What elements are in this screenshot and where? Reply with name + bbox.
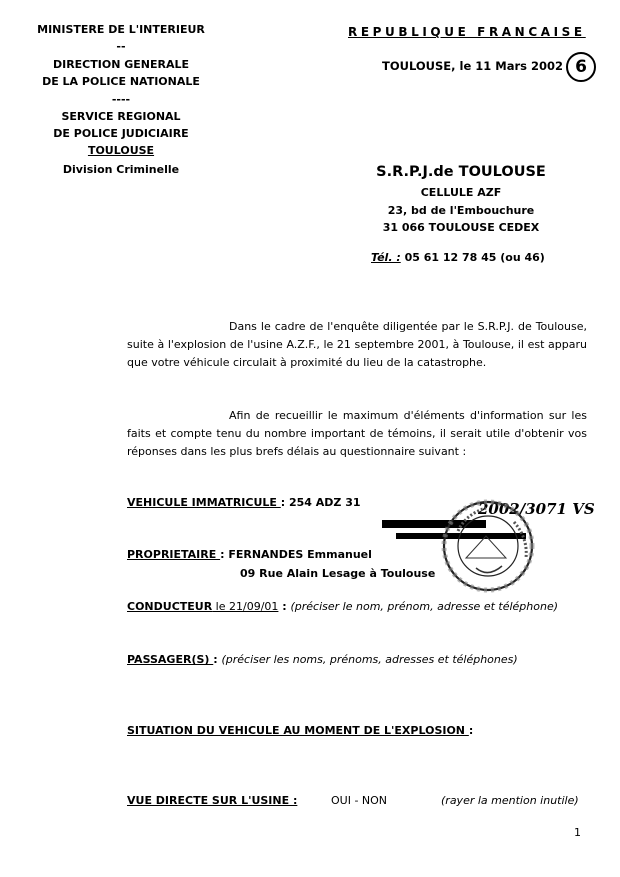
vehicle-plate: 254 ADZ 31 xyxy=(289,496,361,509)
direction-line-1: DIRECTION GENERALE xyxy=(52,58,190,71)
ministry-name: MINISTERE DE L'INTERIEUR xyxy=(37,23,205,36)
separator: ---- xyxy=(111,93,131,106)
owner-address: 09 Rue Alain Lesage à Toulouse xyxy=(240,567,436,580)
date-line: TOULOUSE, le 11 Mars 2002 xyxy=(382,59,563,73)
driver-hint: (préciser le nom, prénom, adresse et téléphone) xyxy=(290,600,559,613)
separator: -- xyxy=(116,40,126,53)
direction-line-2: DE LA POLICE NATIONALE xyxy=(42,75,200,88)
vehicle-label: VEHICULE IMMATRICULE xyxy=(127,496,281,509)
division-name: Division Criminelle xyxy=(62,163,180,176)
telephone-number: 05 61 12 78 45 (ou 46) xyxy=(400,251,545,264)
request-paragraph: Afin de recueillir le maximum d'éléments d'information sur les faits et compte tenu du nombre important de témoins, il serait utile d'obtenir vos réponses dans les plus brefs délais au questionnaire suivant : xyxy=(127,409,587,458)
cell-name: CELLULE AZF xyxy=(420,186,502,199)
service-title: S.R.P.J.de TOULOUSE xyxy=(376,164,546,180)
view-label: VUE DIRECTE SUR L'USINE : xyxy=(127,794,298,807)
intro-paragraph: Dans le cadre de l'enquête diligentée par le S.R.P.J. de Toulouse, suite à l'explosion de l'usine A.Z.F., le 21 septembre 2001, à Toulouse, il est apparu que votre véhicule circulait à proximité du lieu de la catastrophe. xyxy=(127,320,587,369)
circled-page-number: 6 xyxy=(566,52,596,82)
passengers-label: PASSAGER(S) xyxy=(127,653,214,666)
postal-address: 31 066 TOULOUSE CEDEX xyxy=(382,221,540,234)
service-line-2: DE POLICE JUDICIAIRE xyxy=(53,127,189,140)
situation-field: SITUATION DU VEHICULE AU MOMENT DE L'EXPLOSION : xyxy=(127,724,474,737)
driver-label: CONDUCTEUR xyxy=(127,600,213,613)
service-line-1: SERVICE REGIONAL xyxy=(61,110,181,123)
owner-field: PROPRIETAIRE : FERNANDES Emmanuel xyxy=(127,548,372,561)
passengers-field: PASSAGER(S) : (préciser les noms, prénoms, adresses et téléphones) xyxy=(127,653,518,666)
situation-label: SITUATION DU VEHICULE AU MOMENT DE L'EXPLOSION xyxy=(127,724,469,737)
vehicle-field: VEHICULE IMMATRICULE : 254 ADZ 31 xyxy=(127,496,361,509)
page-number: 1 xyxy=(574,826,581,839)
owner-label: PROPRIETAIRE xyxy=(127,548,221,561)
telephone-line xyxy=(371,251,545,264)
handwritten-reference: 2002/3071 VS xyxy=(478,500,595,518)
driver-date: le 21/09/01 xyxy=(212,600,279,613)
owner-name: FERNANDES Emmanuel xyxy=(228,548,372,561)
street-address: 23, bd de l'Embouchure xyxy=(387,204,535,217)
telephone-label: Tél. : xyxy=(371,251,401,264)
official-stamp xyxy=(436,496,544,596)
passengers-hint: (préciser les noms, prénoms, adresses et téléphones) xyxy=(221,653,518,666)
city-name: TOULOUSE xyxy=(87,144,155,157)
view-options: OUI - NON xyxy=(331,794,388,807)
view-field xyxy=(127,794,297,807)
driver-field: CONDUCTEUR le 21/09/01 : (préciser le nom, prénom, adresse et téléphone) xyxy=(127,600,559,613)
view-hint: (rayer la mention inutile) xyxy=(441,794,579,807)
republic-heading: REPUBLIQUE FRANCAISE xyxy=(348,25,586,39)
